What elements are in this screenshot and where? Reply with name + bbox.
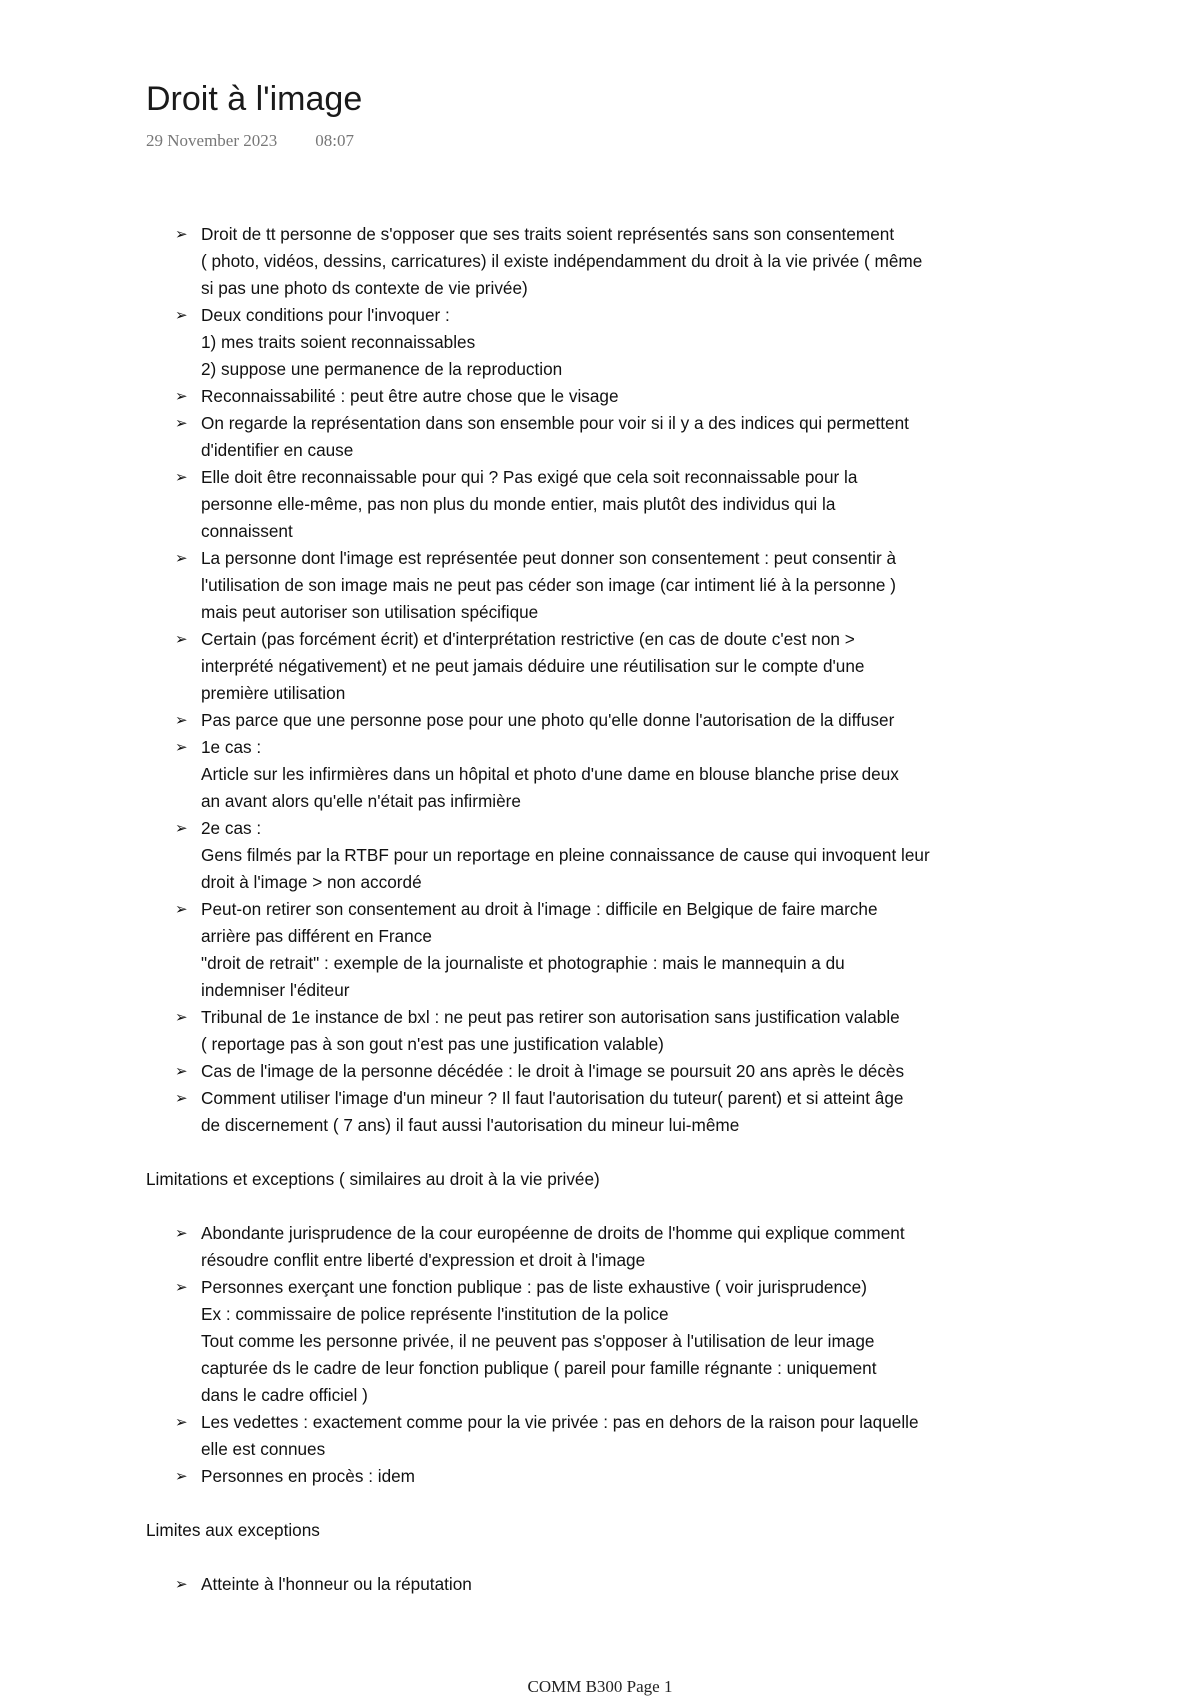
arrow-bullet-icon: ➢ [175,1090,188,1107]
list-item [175,302,1076,383]
list-item [175,707,1076,734]
section-heading-limites: Limites aux exceptions [146,1520,320,1540]
arrow-bullet-icon: ➢ [175,388,188,405]
list-item-line: elle est connues [201,1439,326,1459]
note-metadata [146,130,354,152]
arrow-bullet-icon: ➢ [175,1468,188,1485]
list-item-line: Article sur les infirmières dans un hôpital et photo d'une dame en blouse blanche prise deux [201,764,899,784]
list-item-line: 2) suppose une permanence de la reproduction [201,359,563,379]
list-item [175,626,1076,707]
list-item [175,1085,1076,1139]
note-time: 08:07 [315,131,354,150]
list-item-line: indemniser l'éditeur [201,980,350,1000]
list-item-line: Deux conditions pour l'invoquer : [201,305,450,325]
bullet-list-main [146,221,1076,1139]
section-heading-limitations: Limitations et exceptions ( similaires au droit à la vie privée) [146,1169,600,1189]
list-item-line: connaissent [201,521,293,541]
list-item-line: an avant alors qu'elle n'était pas infirmière [201,791,521,811]
list-item [175,896,1076,1004]
list-item-line: Comment utiliser l'image d'un mineur ? Il faut l'autorisation du tuteur( parent) et si atteint âge [201,1088,904,1108]
list-item [175,221,1076,302]
list-item [175,545,1076,626]
list-item-line: droit à l'image > non accordé [201,872,422,892]
list-item [175,1571,1076,1598]
note-date: 29 November 2023 [146,131,278,150]
list-item-line: Atteinte à l'honneur ou la réputation [201,1574,472,1594]
list-item-line: Pas parce que une personne pose pour une photo qu'elle donne l'autorisation de la diffuser [201,710,895,730]
list-item-line: de discernement ( 7 ans) il faut aussi l'autorisation du mineur lui-même [201,1115,740,1135]
arrow-bullet-icon: ➢ [175,739,188,756]
list-item-line: Droit de tt personne de s'opposer que ses traits soient représentés sans son consentement [201,224,895,244]
arrow-bullet-icon: ➢ [175,631,188,648]
list-item-line: personne elle-même, pas non plus du monde entier, mais plutôt des individus qui la [201,494,836,514]
arrow-bullet-icon: ➢ [175,1279,188,1296]
list-item-line: Peut-on retirer son consentement au droit à l'image : difficile en Belgique de faire marche [201,899,878,919]
arrow-bullet-icon: ➢ [175,226,188,243]
list-item-line: Les vedettes : exactement comme pour la vie privée : pas en dehors de la raison pour laquelle [201,1412,919,1432]
bullet-list-limitations [146,1220,1076,1490]
arrow-bullet-icon: ➢ [175,1576,188,1593]
bullet-list-limites [146,1571,1076,1598]
list-item-line: Personnes en procès : idem [201,1466,416,1486]
list-item-line: Certain (pas forcément écrit) et d'interprétation restrictive (en cas de doute c'est non > [201,629,855,649]
list-item-line: interprété négativement) et ne peut jamais déduire une réutilisation sur le compte d'une [201,656,865,676]
list-item [175,1058,1076,1085]
arrow-bullet-icon: ➢ [175,550,188,567]
list-item [175,1004,1076,1058]
list-item-line: ( reportage pas à son gout n'est pas une justification valable) [201,1034,664,1054]
list-item-line: 2e cas : [201,818,262,838]
list-item-line: Reconnaissabilité : peut être autre chose que le visage [201,386,619,406]
arrow-bullet-icon: ➢ [175,307,188,324]
list-item-line: Tribunal de 1e instance de bxl : ne peut pas retirer son autorisation sans justification valable [201,1007,900,1027]
list-item [175,1409,1076,1463]
list-item-line: capturée ds le cadre de leur fonction publique ( pareil pour famille régnante : uniquement [201,1358,877,1378]
list-item-line: arrière pas différent en France [201,926,432,946]
list-item [175,464,1076,545]
list-item-line: Personnes exerçant une fonction publique : pas de liste exhaustive ( voir jurisprudence) [201,1277,867,1297]
page-footer: COMM B300 Page 1 [527,1677,673,1696]
arrow-bullet-icon: ➢ [175,469,188,486]
list-item [175,734,1076,815]
list-item-line: ( photo, vidéos, dessins, carricatures) il existe indépendamment du droit à la vie privée ( même [201,251,923,271]
list-item-line: 1e cas : [201,737,262,757]
list-item-line: Elle doit être reconnaissable pour qui ? Pas exigé que cela soit reconnaissable pour la [201,467,858,487]
list-item-line: résoudre conflit entre liberté d'expression et droit à l'image [201,1250,646,1270]
list-item-line: première utilisation [201,683,346,703]
arrow-bullet-icon: ➢ [175,1009,188,1026]
arrow-bullet-icon: ➢ [175,712,188,729]
list-item [175,410,1076,464]
list-item-line: si pas une photo ds contexte de vie privée) [201,278,528,298]
list-item-line: Cas de l'image de la personne décédée : le droit à l'image se poursuit 20 ans après le décès [201,1061,905,1081]
list-item [175,1274,1076,1409]
list-item-line: Tout comme les personne privée, il ne peuvent pas s'opposer à l'utilisation de leur image [201,1331,875,1351]
list-item-line: Abondante jurisprudence de la cour européenne de droits de l'homme qui explique comment [201,1223,905,1243]
list-item [175,815,1076,896]
arrow-bullet-icon: ➢ [175,1225,188,1242]
list-item-line: On regarde la représentation dans son ensemble pour voir si il y a des indices qui permettent [201,413,909,433]
list-item [175,1463,1076,1490]
list-item-line: l'utilisation de son image mais ne peut pas céder son image (car intiment lié à la personne ) [201,575,896,595]
list-item [175,383,1076,410]
list-item-line: "droit de retrait" : exemple de la journaliste et photographie : mais le mannequin a du [201,953,845,973]
list-item-line: mais peut autoriser son utilisation spécifique [201,602,539,622]
arrow-bullet-icon: ➢ [175,1414,188,1431]
arrow-bullet-icon: ➢ [175,901,188,918]
list-item-line: La personne dont l'image est représentée peut donner son consentement : peut consentir à [201,548,897,568]
list-item-line: Ex : commissaire de police représente l'institution de la police [201,1304,669,1324]
arrow-bullet-icon: ➢ [175,820,188,837]
arrow-bullet-icon: ➢ [175,415,188,432]
list-item-line: 1) mes traits soient reconnaissables [201,332,476,352]
arrow-bullet-icon: ➢ [175,1063,188,1080]
list-item-line: dans le cadre officiel ) [201,1385,368,1405]
page-title: Droit à l'image [146,80,363,118]
list-item-line: d'identifier en cause [201,440,354,460]
list-item-line: Gens filmés par la RTBF pour un reportage en pleine connaissance de cause qui invoquent leur [201,845,930,865]
list-item [175,1220,1076,1274]
note-body [146,221,1076,1598]
